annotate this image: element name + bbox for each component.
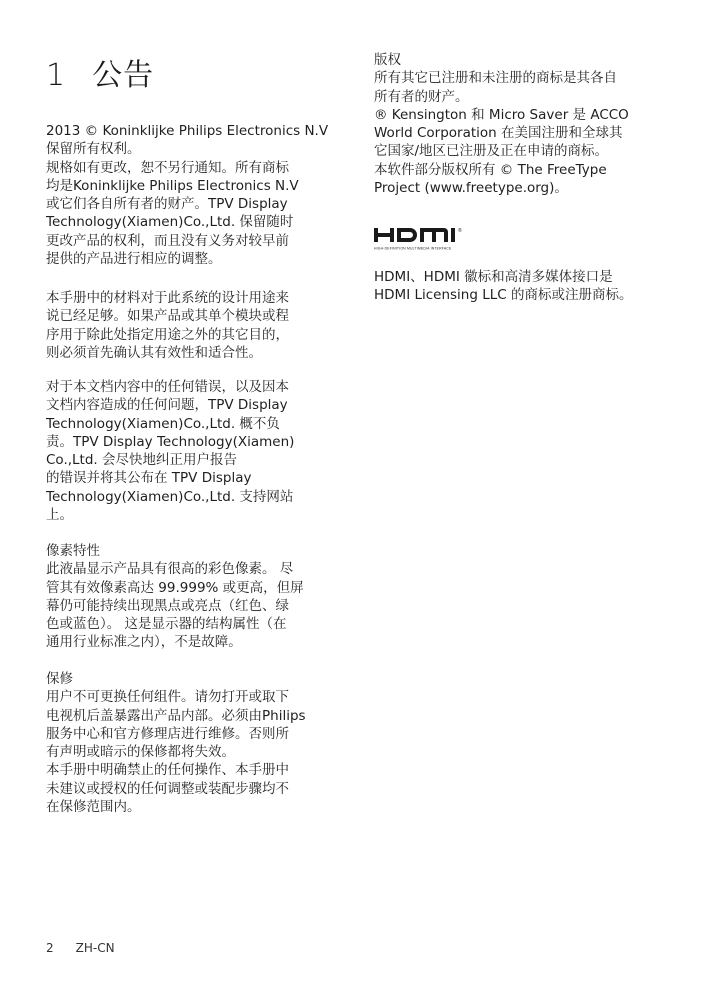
text-line: Technology(Xiamen)Co.,Ltd. 保留随时 bbox=[46, 214, 294, 231]
text-line: 色或蓝色）。 这是显示器的结构属性（在 bbox=[46, 616, 287, 633]
text-line: 电视机后盖暴露出产品内部。必须由Philips bbox=[46, 707, 306, 724]
hdmi-tagline: HIGH-DEFINITION MULTIMEDIA INTERFACE bbox=[374, 246, 452, 251]
errors-notice bbox=[46, 378, 332, 524]
hdmi-wordmark-shape bbox=[374, 228, 455, 242]
text-line: 保留所有权利。 bbox=[46, 141, 141, 158]
text-line: 对于本文档内容中的任何错误，以及因本 bbox=[46, 379, 289, 395]
text-line: 本手册中的材料对于此系统的设计用途来 bbox=[46, 290, 289, 306]
text-line: 本手册中明确禁止的任何操作、本手册中 bbox=[46, 762, 289, 779]
hdmi-registered-mark: ® bbox=[458, 228, 462, 234]
warranty-section bbox=[46, 670, 332, 816]
text-line: Co.,Ltd. 会尽快地纠正用户报告 bbox=[46, 452, 237, 469]
pixel-heading: 像素特性 bbox=[46, 543, 100, 559]
trademark-section bbox=[374, 51, 664, 197]
text-line: 则必须首先确认其有效性和适合性。 bbox=[46, 344, 262, 361]
materials-notice bbox=[46, 289, 332, 362]
text-line: 本软件部分版权所有 © The FreeType bbox=[374, 161, 607, 178]
text-line: Technology(Xiamen)Co.,Ltd. 支持网站 bbox=[46, 488, 294, 505]
text-line: 提供的产品进行相应的调整。 bbox=[46, 251, 222, 268]
text-line: 通用行业标准之内），不是故障。 bbox=[46, 634, 242, 651]
text-line: Technology(Xiamen)Co.,Ltd. 概不负 bbox=[46, 415, 280, 432]
text-line: Project (www.freetype.org)。 bbox=[374, 180, 568, 197]
pixel-paragraph bbox=[46, 560, 332, 651]
text-line: 服务中心和官方修理店进行维修。否则所 bbox=[46, 725, 289, 742]
text-line: 责。TPV Display Technology(Xiamen) bbox=[46, 433, 295, 450]
copyright-notice bbox=[46, 122, 332, 268]
text-line: World Corporation 在美国注册和全球其 bbox=[374, 125, 623, 142]
errors-paragraph bbox=[46, 378, 332, 524]
hdmi-paragraph bbox=[374, 268, 664, 305]
text-line: 的错误并将其公布在 TPV Display bbox=[46, 470, 252, 487]
section-title: 公告 bbox=[92, 58, 155, 93]
page-title bbox=[46, 50, 154, 94]
trademark-paragraph bbox=[374, 69, 664, 197]
text-line: 未建议或授权的任何调整或装配步骤均不 bbox=[46, 780, 289, 797]
copyright-paragraph bbox=[46, 122, 332, 268]
copyright-heading: 版权 bbox=[374, 52, 401, 68]
text-line: 规格如有更改，恕不另行通知。所有商标 bbox=[46, 159, 289, 176]
text-line: 管其有效像素高达 99.999% 或更高，但屏 bbox=[46, 579, 304, 596]
text-line: ® Kensington 和 Micro Saver 是 ACCO bbox=[374, 106, 629, 123]
hdmi-trademark bbox=[374, 268, 664, 305]
text-line: HDMI Licensing LLC 的商标或注册商标。 bbox=[374, 287, 633, 304]
text-line: 上。 bbox=[46, 507, 73, 524]
text-line: 序用于除此处指定用途之外的其它目的， bbox=[46, 326, 289, 343]
text-line: 此液晶显示产品具有很高的彩色像素。 尽 bbox=[46, 561, 294, 578]
section-number: 1 bbox=[46, 58, 67, 93]
text-line: 所有其它已注册和未注册的商标是其各自 bbox=[374, 70, 617, 87]
text-line: 所有者的财产。 bbox=[374, 88, 469, 105]
text-line: 文档内容造成的任何问题，TPV Display bbox=[46, 397, 288, 414]
page-footer bbox=[46, 941, 115, 955]
text-line: 更改产品的权利，而且没有义务对较早前 bbox=[46, 232, 289, 249]
text-line: 2013 © Koninklijke Philips Electronics N.V bbox=[46, 123, 329, 139]
text-line: 在保修范围内。 bbox=[46, 799, 141, 816]
warranty-paragraph bbox=[46, 688, 332, 816]
text-line: 或它们各自所有者的财产。TPV Display bbox=[46, 196, 288, 213]
text-line: 说已经足够。如果产品或其单个模块或程 bbox=[46, 308, 289, 325]
hdmi-logo bbox=[374, 226, 486, 252]
text-line: 幕仍可能持续出现黑点或亮点（红色、绿 bbox=[46, 597, 289, 614]
pixel-section bbox=[46, 542, 332, 652]
text-line: 有声明或暗示的保修都将失效。 bbox=[46, 744, 235, 761]
text-line: HDMI、HDMI 徽标和高清多媒体接口是 bbox=[374, 269, 613, 285]
page-number: 2 bbox=[46, 941, 54, 955]
text-line: 用户不可更换任何组件。请勿打开或取下 bbox=[46, 689, 289, 706]
warranty-heading: 保修 bbox=[46, 671, 73, 687]
text-line: 它国家/地区已注册及正在申请的商标。 bbox=[374, 143, 609, 160]
language-code: ZH-CN bbox=[75, 941, 115, 955]
text-line: 均是Koninklijke Philips Electronics N.V bbox=[46, 177, 299, 194]
materials-paragraph bbox=[46, 289, 332, 362]
